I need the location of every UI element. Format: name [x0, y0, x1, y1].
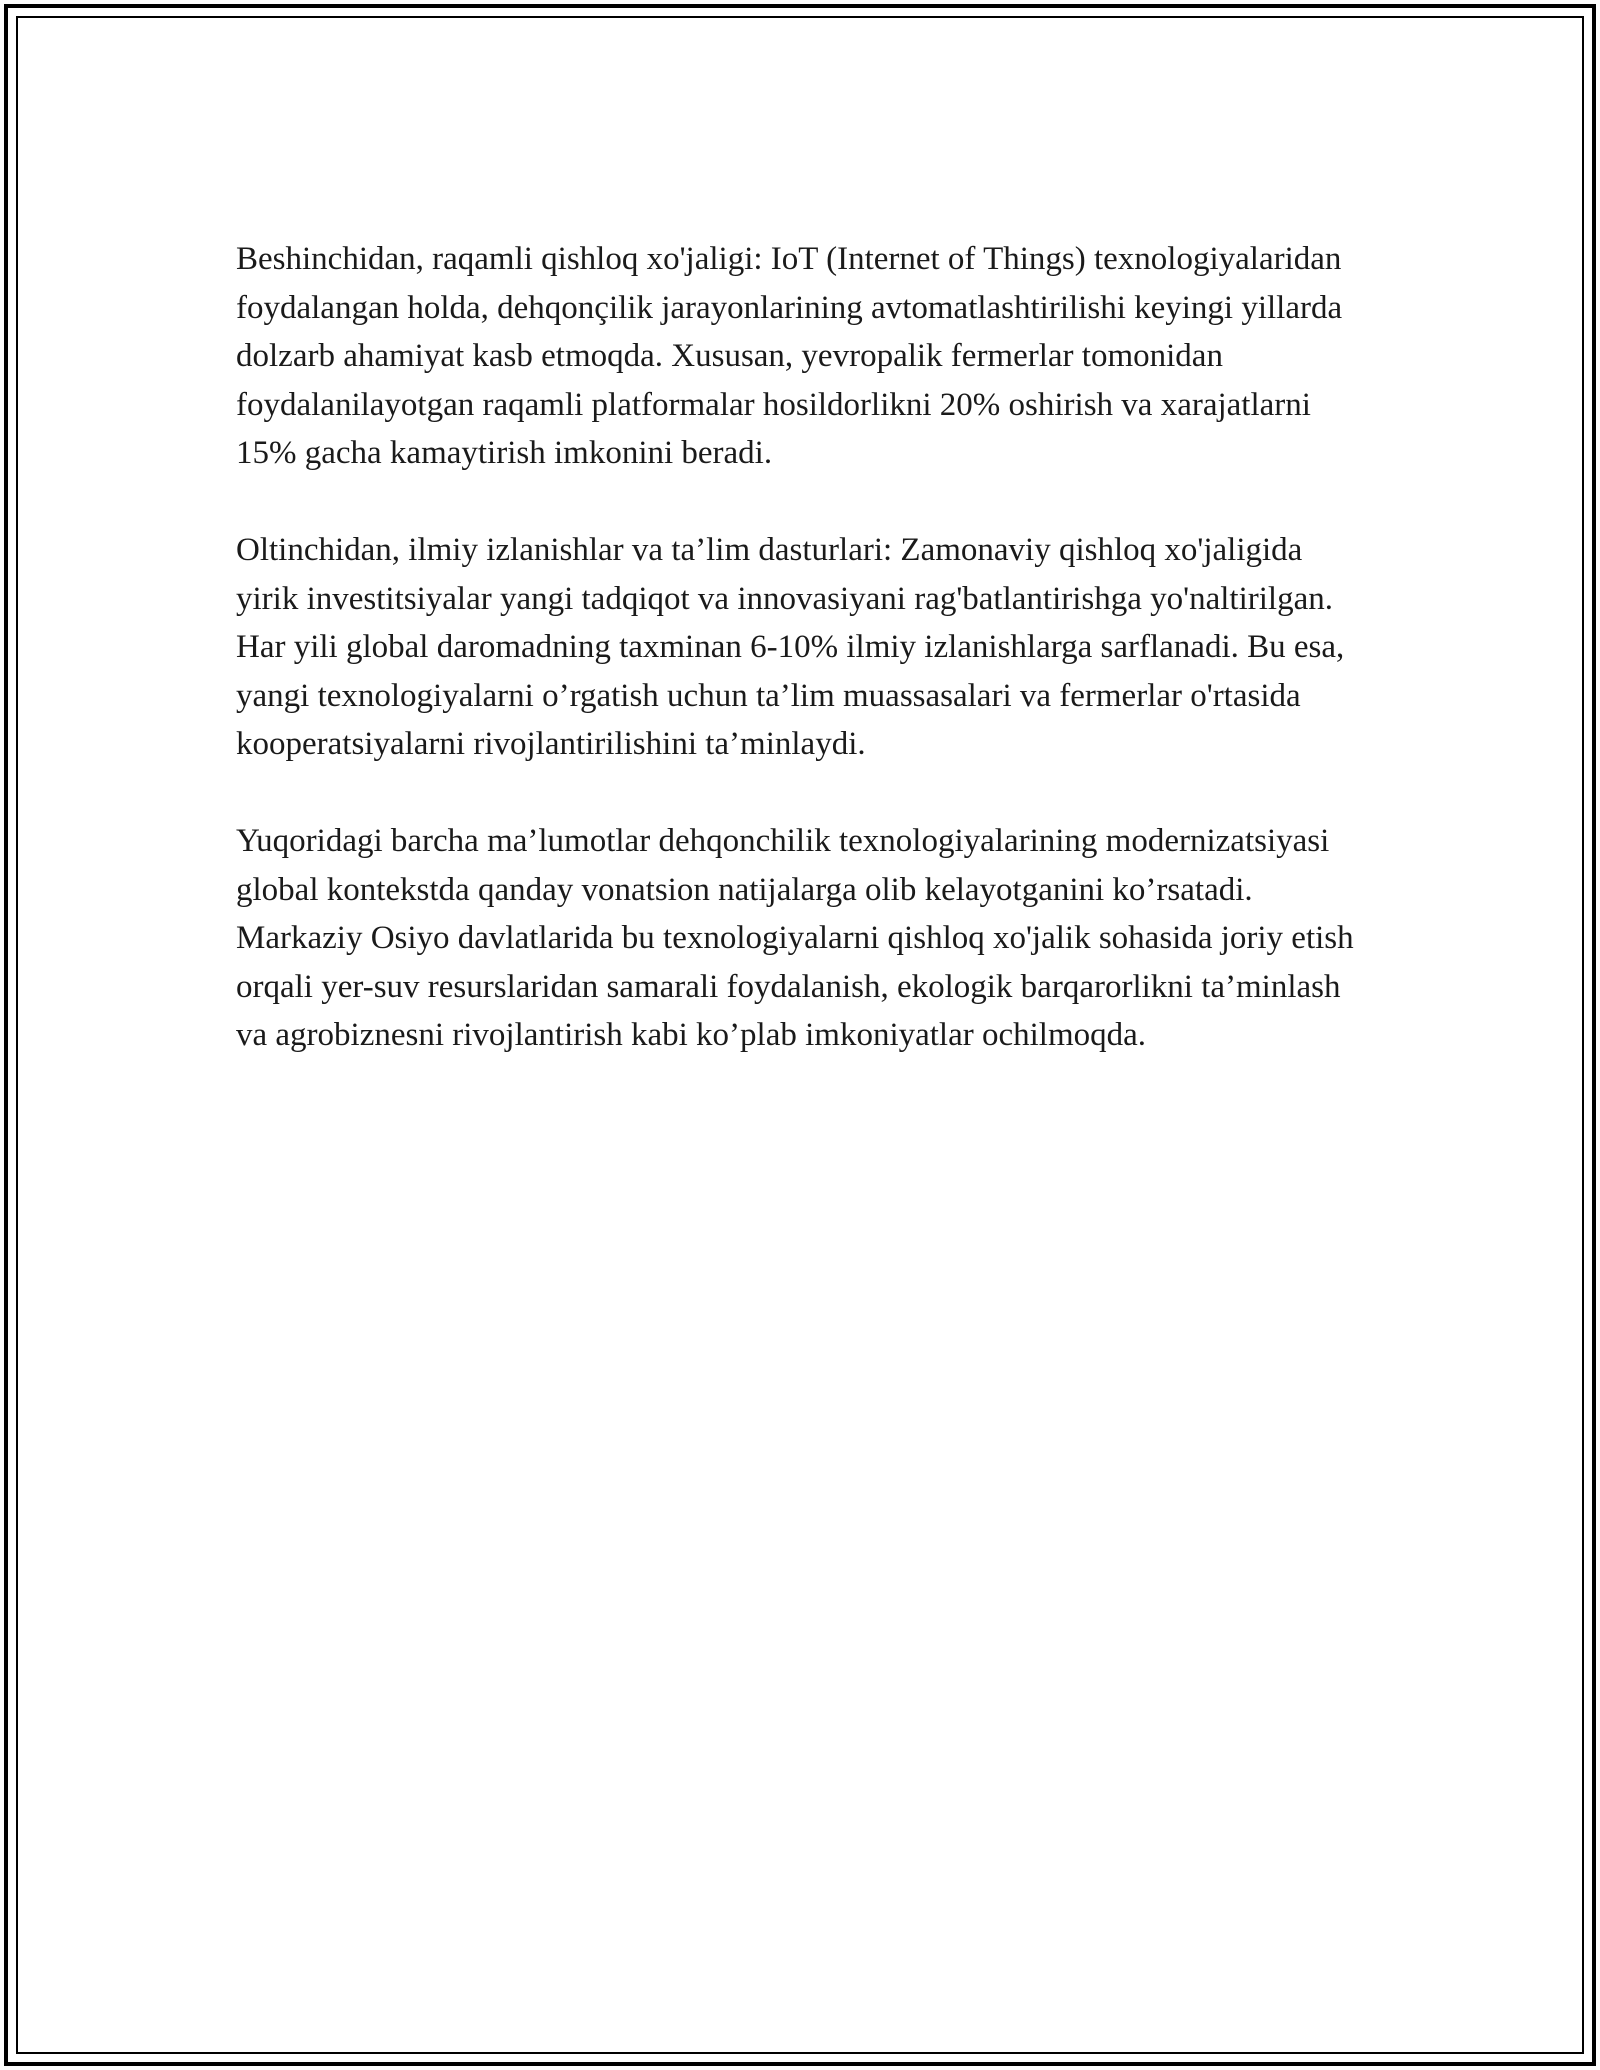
paragraph-sixth-research-education: Oltinchidan, ilmiy izlanishlar va ta’lim dasturlari: Zamonaviy qishloq xo'jaligida yirik investitsiyalar yangi tadqiqot va innovasiyani rag'batlantirishga yo'naltirilgan. Har yili global daromadning taxminan 6-10% ilmiy izlanishlarga sarflanadi. Bu esa, yangi texnologiyalarni o’rgatish uchun ta’lim muassasalari va fermerlar o'rtasida kooperatsiyalarni rivojlantirilishini ta’minlaydi. [236, 532, 1345, 762]
paragraph-fifth-digital-agriculture: Beshinchidan, raqamli qishloq xo'jaligi: IoT (Internet of Things) texnologiyalaridan foydalangan holda, dehqonçilik jarayonlarining avtomatlashtirilishi keyingi yillarda dolzarb ahamiyat kasb etmoqda. Xususan, yevropalik fermerlar tomonidan foydalanilayotgan raqamli platformalar hosildorlikni 20% oshirish va xarajatlarni 15% gacha kamaytirish imkonini beradi. [236, 241, 1343, 471]
document-body [236, 235, 1366, 1108]
paragraph-conclusion: Yuqoridagi barcha ma’lumotlar dehqonchilik texnologiyalarining modernizatsiyasi global kontekstda qanday vonatsion natijalarga olib kelayotganini ko’rsatadi. Markaziy Osiyo davlatlarida bu texnologiyalarni qishloq xo'jalik sohasida joriy etish orqali yer-suv resurslaridan samarali foydalanish, ekologik barqarorlikni ta’minlash va agrobiznesni rivojlantirish kabi ko’plab imkoniyatlar ochilmoqda. [236, 823, 1354, 1053]
